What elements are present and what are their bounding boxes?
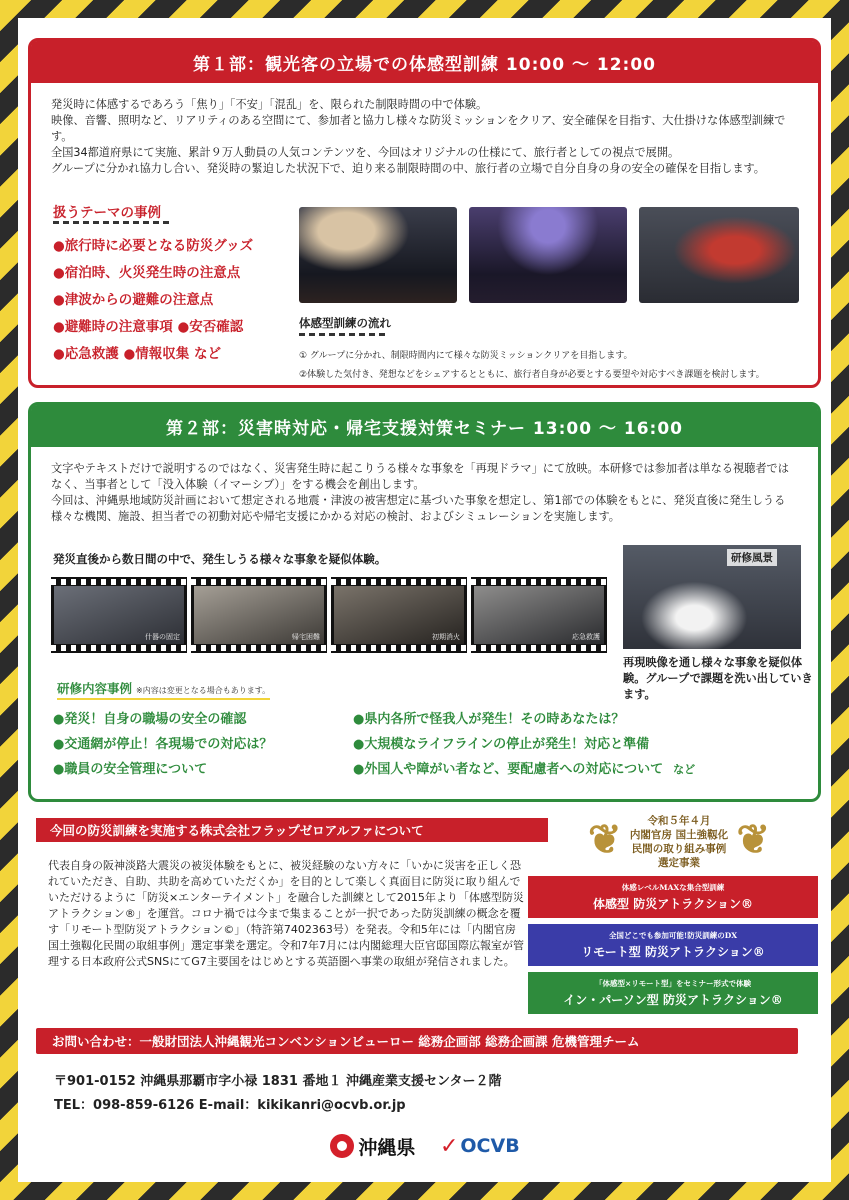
event-photo — [639, 207, 799, 303]
contact-address: 〒901-0152 沖縄県那覇市字小禄 1831 番地１ 沖縄産業支援センター２階 — [54, 1074, 502, 1089]
section-2-description — [31, 461, 818, 525]
desc-line: 映像、音響、照明など、リアリティのある空間にて、参加者と協力し様々な防災ミッションをクリア、安全確保を目指す、大仕掛けな体感型訓練です。 — [51, 114, 786, 143]
badge-subtitle: 「体感型×リモート型」をセミナー形式で体験 — [595, 979, 751, 988]
list-item: ●県内各所で怪我人が発生！その時あなたは？ — [353, 712, 625, 727]
about-title: 今回の防災訓練を実施する株式会社フラップゼロアルファについて — [36, 818, 548, 842]
award-emblem — [586, 814, 772, 870]
contact-title: お問い合わせ：一般財団法人沖縄観光コンベンションビューロー 総務企画部 総務企画課 危機管理チーム — [36, 1028, 798, 1054]
award-line: 令和５年４月 — [647, 815, 711, 827]
training-label: 研修風景 — [727, 549, 777, 566]
event-photo — [469, 207, 627, 303]
ocvb-logo — [440, 1134, 520, 1159]
flow-step: ②体験した気付き、発想などをシェアするとともに、旅行者自身が必要とする要望や対応すべき課題を検討します。 — [299, 370, 765, 380]
award-line: 内閣官房 国土強靱化 — [629, 829, 729, 841]
film-caption: 初期消火 — [432, 633, 460, 641]
award-line: 選定事業 — [658, 857, 700, 869]
list-item: ●避難時の注意事項 ●安否確認 — [53, 319, 244, 335]
badge-taikan — [528, 876, 818, 918]
badge-subtitle: 体感レベルMAXな集合型訓練 — [621, 883, 725, 892]
list-item: ●交通網が停止！各現場での対応は？ — [53, 737, 273, 752]
film-frame — [331, 577, 467, 653]
simulation-subtitle: 発災直後から数日間の中で、発生しうる様々な事象を疑似体験。 — [53, 552, 387, 566]
film-caption: 応急救護 — [572, 633, 600, 641]
list-item: ●宿泊時、火災発生時の注意点 — [53, 265, 241, 281]
etc-label: など — [673, 763, 696, 776]
cases-left-list — [53, 707, 272, 782]
dashed-underline — [53, 221, 169, 224]
cases-note: ※内容は変更となる場合もあります。 — [136, 686, 271, 695]
list-item: ●津波からの避難の注意点 — [53, 292, 214, 308]
training-photo — [623, 545, 801, 649]
cases-title — [57, 679, 270, 700]
training-caption: 再現映像を通し様々な事象を疑似体験。グループで課題を洗い出していきます。 — [623, 656, 813, 701]
okinawa-logo-text: 沖縄県 — [358, 1136, 416, 1159]
ocvb-logo-text: OCVB — [460, 1135, 520, 1157]
flyer-sheet — [18, 18, 831, 1182]
ocvb-mark-icon: ✓ — [439, 1133, 459, 1159]
desc-line: 今回は、沖縄県地域防災計画において想定される地震・津波の被害想定に基づいた事象を想定し、第1部での体験をもとに、発災直後に発生しうる様々な機関、施設、担当者での初動対応や帰宅支援にかかる対応の検討、およびシミュレーションを実施します。 — [51, 494, 786, 523]
desc-line: 全国34都道府県にて実施、累計９万人動員の人気コンテンツを、今回はオリジナルの仕様にて、旅行者としての視点で展開。 — [51, 146, 680, 159]
list-item: ●応急救護 ●情報収集 など — [53, 346, 221, 362]
desc-line: 発災時に体感するであろう「焦り」「不安」「混乱」を、限られた制限時間の中で体験。 — [51, 98, 488, 111]
themes-list — [53, 233, 253, 368]
cases-title-text: 研修内容事例 — [57, 681, 133, 696]
laurel-icon: ❦ — [736, 816, 770, 863]
list-item: ●旅行時に必要となる防災グッズ — [53, 238, 254, 254]
contact-tel-email: TEL：098-859-6126 E-mail：kikikanri@ocvb.or.jp — [54, 1098, 406, 1113]
desc-line: 文字やテキストだけで説明するのではなく、災害発生時に起こりうる様々な事象を「再現ドラマ」にて放映。本研修では参加者は単なる視聴者ではなく、当事者として「没入体験（イマーシブ）」をする機会を創出します。 — [51, 462, 789, 491]
badge-title: リモート型 防災アトラクション® — [581, 945, 765, 959]
award-line: 民間の取り組み事例 — [631, 843, 727, 855]
film-frame — [471, 577, 607, 653]
cases-right-list — [353, 707, 695, 782]
badge-title: イン・パーソン型 防災アトラクション® — [563, 993, 783, 1007]
event-photo — [299, 207, 457, 303]
section-2-header: 第２部：災害時対応・帰宅支援対策セミナー 13:00 ～ 16:00 — [31, 405, 818, 447]
film-caption: 帰宅困難 — [292, 633, 320, 641]
themes-title: 扱うテーマの事例 — [53, 205, 161, 221]
about-text: 代表自身の阪神淡路大震災の被災体験をもとに、被災経験のない方々に「いかに災害を正しく恐れていただき、自助、共助を高めていただくか」を目的として楽しく真面目に防災に取り組んでいただけるように「防災×エンターテイメント」を融合した訓練として2015年より「体感型防災アトラクション®」を運営。コロナ禍では今まで集まることが一択であった防災訓練の概念を覆す「リモート型防災アトラクション©」（特許第7402363号）を発表。令和5年には「内閣官房 国土強靱化民間の取組事例」選定事業を選定。令和7年7月には内閣総理大臣官邸国際広報室が管理する日本政府公式SNSにてG7主要国をはじめとする英語圏へ事業の取組が発信されました。 — [48, 859, 524, 968]
laurel-icon: ❦ — [588, 816, 622, 863]
list-item: ●大規模なライフラインの停止が発生！対応と準備 — [353, 737, 650, 752]
desc-line: グループに分かれ協力し合い、発災時の緊迫した状況下で、迫り来る制限時間の中、旅行者の立場で自分自身の身の安全の確保を目指します。 — [51, 162, 765, 175]
section-1-header: 第１部：観光客の立場での体感型訓練 10:00 ～ 12:00 — [31, 41, 818, 83]
badge-remote — [528, 924, 818, 966]
film-frame — [51, 577, 187, 653]
dashed-underline — [299, 333, 389, 336]
section-1-description — [31, 97, 818, 177]
okinawa-mark-icon — [330, 1134, 354, 1158]
list-item — [353, 757, 695, 782]
okinawa-logo — [330, 1133, 415, 1160]
list-item: ●発災！自身の職場の安全の確認 — [53, 712, 247, 727]
flow-step: ① グループに分かれ、制限時間内にて様々な防災ミッションクリアを目指します。 — [299, 351, 633, 361]
flow-title: 体感型訓練の流れ — [299, 316, 391, 330]
film-caption: 什器の固定 — [145, 633, 180, 641]
logos — [318, 1126, 532, 1166]
badge-subtitle: 全国どこでも参加可能!防災訓練のDX — [608, 931, 738, 940]
badge-in-person — [528, 972, 818, 1014]
list-item-text: ●外国人や障がい者など、要配慮者への対応について — [353, 762, 664, 777]
list-item: ●職員の安全管理について — [53, 762, 208, 777]
badge-title: 体感型 防災アトラクション® — [593, 897, 753, 911]
section-2 — [28, 402, 821, 802]
film-frame — [191, 577, 327, 653]
section-1 — [28, 38, 821, 388]
flow-steps — [299, 347, 765, 385]
